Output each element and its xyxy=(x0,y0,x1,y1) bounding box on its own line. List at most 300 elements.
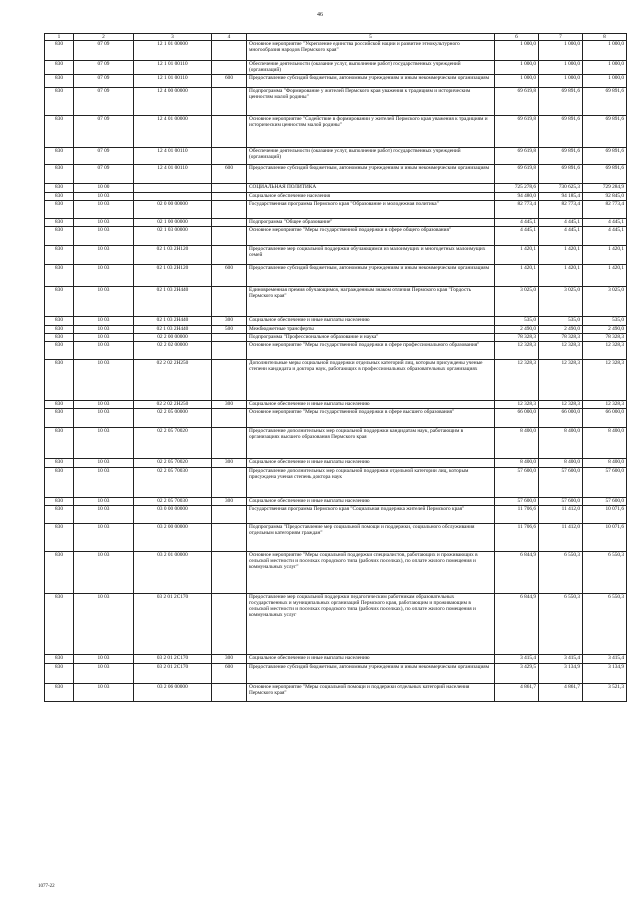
amount-year1-cell: 12 328,3 xyxy=(495,342,539,360)
section-code-cell: 10 03 xyxy=(74,287,134,317)
expense-type-cell xyxy=(212,201,247,219)
description-cell: Межбюджетные трансферты xyxy=(247,326,495,334)
description-cell: Социальное обеспечение и иные выплаты населению xyxy=(247,655,495,664)
target-article-cell: 02 1 03 2Н440 xyxy=(134,317,212,326)
amount-year3-cell: 8 400,0 xyxy=(583,459,627,468)
ministry-code-cell: 830 xyxy=(45,334,74,342)
target-article-cell: 12 1 01 00110 xyxy=(134,75,212,88)
table-row xyxy=(45,664,627,684)
amount-year2-cell: 69 891,6 xyxy=(539,116,583,148)
header-cell: 4 xyxy=(212,34,247,41)
amount-year2-cell: 82 773,4 xyxy=(539,201,583,219)
section-code-cell: 10 03 xyxy=(74,428,134,459)
description-cell: Подпрограмма "Формирование у жителей Пермского края уважения к традициям и историческим ценностям малой родины" xyxy=(247,88,495,116)
amount-year3-cell: 12 328,3 xyxy=(583,342,627,360)
description-cell: Предоставление дополнительных мер социальной поддержки отдельной категории лиц, которым присуждена ученая степень доктора наук xyxy=(247,468,495,498)
expense-type-cell xyxy=(212,219,247,227)
amount-year3-cell: 4 445,1 xyxy=(583,227,627,246)
table-row xyxy=(45,41,627,61)
amount-year3-cell: 66 000,0 xyxy=(583,409,627,428)
target-article-cell: 02 2 05 70020 xyxy=(134,428,212,459)
amount-year1-cell: 6 844,9 xyxy=(495,594,539,655)
expense-type-cell xyxy=(212,506,247,524)
amount-year2-cell: 1 000,0 xyxy=(539,41,583,61)
description-cell: Государственная программа Пермского края "Образование и молодежная политика" xyxy=(247,201,495,219)
amount-year3-cell: 69 891,6 xyxy=(583,116,627,148)
target-article-cell: 02 2 05 00000 xyxy=(134,409,212,428)
description-cell: Подпрограмма "Предоставление мер социальной помощи и поддержки, социального обслуживания отдельным категориям граждан" xyxy=(247,524,495,552)
expense-type-cell xyxy=(212,184,247,193)
amount-year3-cell: 69 891,6 xyxy=(583,88,627,116)
expense-type-cell xyxy=(212,193,247,201)
amount-year2-cell: 4 445,1 xyxy=(539,219,583,227)
amount-year3-cell: 57 600,0 xyxy=(583,498,627,506)
description-cell: Социальное обеспечение и иные выплаты населению xyxy=(247,317,495,326)
amount-year2-cell: 3 025,0 xyxy=(539,287,583,317)
table-row xyxy=(45,227,627,246)
ministry-code-cell: 830 xyxy=(45,265,74,287)
amount-year2-cell: 535,0 xyxy=(539,317,583,326)
amount-year1-cell: 12 328,3 xyxy=(495,401,539,409)
target-article-cell: 02 1 03 2Н440 xyxy=(134,326,212,334)
amount-year1-cell: 57 600,0 xyxy=(495,498,539,506)
table-row xyxy=(45,193,627,201)
expense-type-cell: 500 xyxy=(212,326,247,334)
description-cell: Основное мероприятие "Меры государственной поддержки в сфере профессионального образования" xyxy=(247,342,495,360)
amount-year2-cell: 3 134,9 xyxy=(539,664,583,684)
expense-type-cell xyxy=(212,428,247,459)
target-article-cell: 02 2 00 00000 xyxy=(134,334,212,342)
expense-type-cell xyxy=(212,594,247,655)
description-cell: Предоставление субсидий бюджетным, автономным учреждениям и иным некоммерческим организациям xyxy=(247,664,495,684)
footer-code: 1077-22 xyxy=(38,884,55,889)
section-code-cell: 10 03 xyxy=(74,227,134,246)
amount-year2-cell: 69 891,6 xyxy=(539,165,583,184)
expense-type-cell xyxy=(212,409,247,428)
expense-type-cell: 600 xyxy=(212,165,247,184)
amount-year3-cell: 1 420,1 xyxy=(583,265,627,287)
amount-year3-cell: 12 328,3 xyxy=(583,401,627,409)
amount-year3-cell: 78 328,3 xyxy=(583,334,627,342)
target-article-cell: 02 1 00 00000 xyxy=(134,219,212,227)
table-row xyxy=(45,246,627,265)
expense-type-cell xyxy=(212,552,247,594)
amount-year3-cell: 69 891,6 xyxy=(583,148,627,165)
description-cell: Предоставление дополнительных мер социальной поддержки кандидатам наук, работающим в организациях высшего образования Пермского края xyxy=(247,428,495,459)
amount-year1-cell: 3 429,5 xyxy=(495,664,539,684)
section-code-cell: 10 03 xyxy=(74,468,134,498)
ministry-code-cell: 830 xyxy=(45,326,74,334)
target-article-cell: 03 2 01 2С170 xyxy=(134,655,212,664)
amount-year3-cell: 1 000,0 xyxy=(583,75,627,88)
expense-type-cell xyxy=(212,468,247,498)
section-code-cell: 07 09 xyxy=(74,41,134,61)
section-code-cell: 07 09 xyxy=(74,165,134,184)
ministry-code-cell: 830 xyxy=(45,552,74,594)
header-cell: 2 xyxy=(74,34,134,41)
expense-type-cell xyxy=(212,684,247,702)
target-article-cell xyxy=(134,193,212,201)
ministry-code-cell: 830 xyxy=(45,594,74,655)
section-code-cell: 10 03 xyxy=(74,552,134,594)
table-row xyxy=(45,75,627,88)
table-row xyxy=(45,498,627,506)
target-article-cell: 12 1 01 00110 xyxy=(134,61,212,75)
amount-year2-cell: 57 600,0 xyxy=(539,468,583,498)
table-row xyxy=(45,88,627,116)
target-article-cell xyxy=(134,184,212,193)
target-article-cell: 02 2 02 00000 xyxy=(134,342,212,360)
target-article-cell: 12 4 01 00110 xyxy=(134,148,212,165)
section-code-cell: 07 09 xyxy=(74,61,134,75)
section-code-cell: 10 03 xyxy=(74,409,134,428)
amount-year2-cell: 6 550,3 xyxy=(539,552,583,594)
table-row xyxy=(45,342,627,360)
amount-year2-cell: 1 420,1 xyxy=(539,265,583,287)
expense-type-cell xyxy=(212,360,247,401)
amount-year2-cell: 78 328,3 xyxy=(539,334,583,342)
amount-year3-cell: 3 521,3 xyxy=(583,684,627,702)
amount-year3-cell: 82 773,4 xyxy=(583,201,627,219)
target-article-cell: 02 1 03 2Н440 xyxy=(134,287,212,317)
page-number: 46 xyxy=(317,12,323,18)
amount-year1-cell: 1 420,1 xyxy=(495,246,539,265)
description-cell: Предоставление субсидий бюджетным, автономным учреждениям и иным некоммерческим организациям xyxy=(247,265,495,287)
section-code-cell: 10 03 xyxy=(74,360,134,401)
table-row xyxy=(45,326,627,334)
section-code-cell: 10 03 xyxy=(74,334,134,342)
section-code-cell: 07 09 xyxy=(74,75,134,88)
target-article-cell: 03 2 06 00000 xyxy=(134,684,212,702)
header-row xyxy=(45,34,627,41)
table-row xyxy=(45,524,627,552)
section-code-cell: 10 03 xyxy=(74,326,134,334)
expense-type-cell: 300 xyxy=(212,459,247,468)
amount-year3-cell: 2 490,0 xyxy=(583,326,627,334)
amount-year3-cell: 1 000,0 xyxy=(583,41,627,61)
table-row xyxy=(45,594,627,655)
table-row xyxy=(45,468,627,498)
amount-year1-cell: 69 619,8 xyxy=(495,165,539,184)
table-row xyxy=(45,401,627,409)
table-row xyxy=(45,655,627,664)
description-cell: Социальное обеспечение населения xyxy=(247,193,495,201)
amount-year3-cell: 1 420,1 xyxy=(583,246,627,265)
amount-year1-cell: 4 445,1 xyxy=(495,227,539,246)
ministry-code-cell: 830 xyxy=(45,360,74,401)
budget-table xyxy=(44,33,627,702)
amount-year2-cell: 4 445,1 xyxy=(539,227,583,246)
amount-year2-cell: 8 400,0 xyxy=(539,428,583,459)
amount-year1-cell: 69 619,8 xyxy=(495,116,539,148)
description-cell: Предоставление мер социальной поддержки обучающимся из малоимущих и многодетных малоимущих семей xyxy=(247,246,495,265)
description-cell: Дополнительные меры социальной поддержки отдельных категорий лиц, которым присуждены ученые степени кандидата и доктора наук, работающих в профессиональных образовательных организациях xyxy=(247,360,495,401)
table-row xyxy=(45,287,627,317)
amount-year1-cell: 66 000,0 xyxy=(495,409,539,428)
ministry-code-cell: 830 xyxy=(45,165,74,184)
table-row xyxy=(45,201,627,219)
amount-year3-cell: 10 071,6 xyxy=(583,506,627,524)
description-cell: Основное мероприятие "Укрепление единства российской нации и развитие этнокультурного многообразия народов Пермского края" xyxy=(247,41,495,61)
description-cell: Подпрограмма "Общее образование" xyxy=(247,219,495,227)
ministry-code-cell: 830 xyxy=(45,428,74,459)
section-code-cell: 10 03 xyxy=(74,219,134,227)
ministry-code-cell: 830 xyxy=(45,246,74,265)
ministry-code-cell: 830 xyxy=(45,287,74,317)
amount-year3-cell: 535,0 xyxy=(583,317,627,326)
table-row xyxy=(45,552,627,594)
amount-year3-cell: 1 000,0 xyxy=(583,61,627,75)
section-code-cell: 10 03 xyxy=(74,664,134,684)
ministry-code-cell: 830 xyxy=(45,317,74,326)
amount-year1-cell: 6 844,9 xyxy=(495,552,539,594)
table-row xyxy=(45,317,627,326)
target-article-cell: 02 2 02 2Н250 xyxy=(134,401,212,409)
target-article-cell: 02 0 00 00000 xyxy=(134,201,212,219)
amount-year3-cell: 6 550,3 xyxy=(583,594,627,655)
description-cell: Единовременная премия обучающимся, награжденным знаком отличия Пермского края "Гордость Пермского края" xyxy=(247,287,495,317)
expense-type-cell xyxy=(212,88,247,116)
expense-type-cell: 300 xyxy=(212,317,247,326)
amount-year2-cell: 69 891,6 xyxy=(539,148,583,165)
expense-type-cell xyxy=(212,287,247,317)
expense-type-cell: 300 xyxy=(212,401,247,409)
amount-year2-cell: 1 000,0 xyxy=(539,61,583,75)
expense-type-cell: 300 xyxy=(212,655,247,664)
amount-year1-cell: 725 278,6 xyxy=(495,184,539,193)
target-article-cell: 02 2 05 70030 xyxy=(134,468,212,498)
section-code-cell: 10 03 xyxy=(74,684,134,702)
ministry-code-cell: 830 xyxy=(45,88,74,116)
expense-type-cell: 600 xyxy=(212,265,247,287)
section-code-cell: 10 03 xyxy=(74,193,134,201)
section-code-cell: 10 03 xyxy=(74,498,134,506)
ministry-code-cell: 830 xyxy=(45,219,74,227)
description-cell: Предоставление мер социальной поддержки педагогическим работникам образовательных государственных и муниципальных организаций Пермского края, работающим и проживающим в сельской местности и поселках городского типа (рабочих поселках), по оплате жилого помещения и коммунальных услуг xyxy=(247,594,495,655)
ministry-code-cell: 830 xyxy=(45,41,74,61)
amount-year3-cell: 69 891,6 xyxy=(583,165,627,184)
section-code-cell: 10 03 xyxy=(74,459,134,468)
amount-year1-cell: 94 480,0 xyxy=(495,193,539,201)
ministry-code-cell: 830 xyxy=(45,459,74,468)
ministry-code-cell: 830 xyxy=(45,401,74,409)
amount-year2-cell: 11 412,0 xyxy=(539,524,583,552)
amount-year2-cell: 12 328,3 xyxy=(539,401,583,409)
ministry-code-cell: 830 xyxy=(45,664,74,684)
table-row xyxy=(45,61,627,75)
section-code-cell: 10 03 xyxy=(74,594,134,655)
section-code-cell: 10 03 xyxy=(74,506,134,524)
amount-year2-cell: 1 420,1 xyxy=(539,246,583,265)
header-cell: 5 xyxy=(247,34,495,41)
amount-year2-cell: 4 861,7 xyxy=(539,684,583,702)
target-article-cell: 12 1 01 00000 xyxy=(134,41,212,61)
amount-year1-cell: 1 420,1 xyxy=(495,265,539,287)
section-code-cell: 07 09 xyxy=(74,148,134,165)
target-article-cell: 03 0 00 00000 xyxy=(134,506,212,524)
ministry-code-cell: 830 xyxy=(45,227,74,246)
amount-year1-cell: 2 490,0 xyxy=(495,326,539,334)
ministry-code-cell: 830 xyxy=(45,468,74,498)
target-article-cell: 03 2 01 00000 xyxy=(134,552,212,594)
amount-year1-cell: 12 328,3 xyxy=(495,360,539,401)
description-cell: Основное мероприятие "Меры государственной поддержки в сфере высшего образования" xyxy=(247,409,495,428)
expense-type-cell: 300 xyxy=(212,498,247,506)
ministry-code-cell: 830 xyxy=(45,684,74,702)
description-cell: Предоставление субсидий бюджетным, автономным учреждениям и иным некоммерческим организациям xyxy=(247,75,495,88)
table-row xyxy=(45,360,627,401)
ministry-code-cell: 830 xyxy=(45,201,74,219)
amount-year1-cell: 78 328,3 xyxy=(495,334,539,342)
amount-year3-cell: 4 445,1 xyxy=(583,219,627,227)
target-article-cell: 02 2 05 70020 xyxy=(134,459,212,468)
section-code-cell: 07 09 xyxy=(74,88,134,116)
target-article-cell: 02 1 03 00000 xyxy=(134,227,212,246)
amount-year1-cell: 82 773,4 xyxy=(495,201,539,219)
expense-type-cell xyxy=(212,342,247,360)
section-code-cell: 10 00 xyxy=(74,184,134,193)
amount-year1-cell: 1 000,0 xyxy=(495,41,539,61)
amount-year3-cell: 3 025,0 xyxy=(583,287,627,317)
target-article-cell: 02 1 03 2Н120 xyxy=(134,265,212,287)
description-cell: Основное мероприятие "Меры социальной помощи и поддержки отдельных категорий населения Пермского края" xyxy=(247,684,495,702)
description-cell: Основное мероприятие "Содействие в формировании у жителей Пермского края уважения к традициям и историческим ценностям малой родины" xyxy=(247,116,495,148)
ministry-code-cell: 830 xyxy=(45,184,74,193)
target-article-cell: 03 2 00 00000 xyxy=(134,524,212,552)
expense-type-cell xyxy=(212,227,247,246)
table-row xyxy=(45,506,627,524)
amount-year3-cell: 12 328,3 xyxy=(583,360,627,401)
ministry-code-cell: 830 xyxy=(45,655,74,664)
amount-year2-cell: 3 415,4 xyxy=(539,655,583,664)
expense-type-cell xyxy=(212,116,247,148)
target-article-cell: 02 1 03 2Н120 xyxy=(134,246,212,265)
ministry-code-cell: 830 xyxy=(45,61,74,75)
ministry-code-cell: 830 xyxy=(45,148,74,165)
amount-year1-cell: 69 619,8 xyxy=(495,148,539,165)
ministry-code-cell: 830 xyxy=(45,342,74,360)
amount-year2-cell: 66 000,0 xyxy=(539,409,583,428)
expense-type-cell xyxy=(212,148,247,165)
target-article-cell: 03 2 01 2С170 xyxy=(134,664,212,684)
amount-year2-cell: 11 412,0 xyxy=(539,506,583,524)
amount-year1-cell: 1 000,0 xyxy=(495,75,539,88)
amount-year1-cell: 8 400,0 xyxy=(495,459,539,468)
amount-year2-cell: 8 400,0 xyxy=(539,459,583,468)
ministry-code-cell: 830 xyxy=(45,75,74,88)
amount-year3-cell: 92 845,0 xyxy=(583,193,627,201)
amount-year3-cell: 57 600,0 xyxy=(583,468,627,498)
target-article-cell: 03 2 01 2С170 xyxy=(134,594,212,655)
header-cell: 6 xyxy=(495,34,539,41)
section-code-cell: 10 03 xyxy=(74,342,134,360)
amount-year2-cell: 69 891,6 xyxy=(539,88,583,116)
section-code-cell: 10 03 xyxy=(74,655,134,664)
description-cell: СОЦИАЛЬНАЯ ПОЛИТИКА xyxy=(247,184,495,193)
description-cell: Основное мероприятие "Меры государственной поддержки в сфере общего образования" xyxy=(247,227,495,246)
amount-year2-cell: 6 550,3 xyxy=(539,594,583,655)
section-code-cell: 10 03 xyxy=(74,317,134,326)
header-cell: 7 xyxy=(539,34,583,41)
target-article-cell: 12 4 01 00110 xyxy=(134,165,212,184)
amount-year1-cell: 3 415,4 xyxy=(495,655,539,664)
ministry-code-cell: 830 xyxy=(45,193,74,201)
description-cell: Предоставление субсидий бюджетным, автономным учреждениям и иным некоммерческим организациям xyxy=(247,165,495,184)
amount-year2-cell: 12 328,3 xyxy=(539,342,583,360)
table-row xyxy=(45,428,627,459)
table-row xyxy=(45,409,627,428)
expense-type-cell xyxy=(212,61,247,75)
section-code-cell: 10 03 xyxy=(74,524,134,552)
table-row xyxy=(45,219,627,227)
amount-year1-cell: 8 400,0 xyxy=(495,428,539,459)
header-cell: 1 xyxy=(45,34,74,41)
ministry-code-cell: 830 xyxy=(45,498,74,506)
target-article-cell: 02 2 05 70030 xyxy=(134,498,212,506)
expense-type-cell xyxy=(212,246,247,265)
ministry-code-cell: 830 xyxy=(45,116,74,148)
description-cell: Обеспечение деятельности (оказание услуг, выполнение работ) государственных учреждений (организаций) xyxy=(247,61,495,75)
amount-year1-cell: 4 861,7 xyxy=(495,684,539,702)
ministry-code-cell: 830 xyxy=(45,506,74,524)
description-cell: Подпрограмма "Профессиональное образование и наука" xyxy=(247,334,495,342)
table-row xyxy=(45,334,627,342)
amount-year1-cell: 4 445,1 xyxy=(495,219,539,227)
description-cell: Социальное обеспечение и иные выплаты населению xyxy=(247,459,495,468)
amount-year2-cell: 730 625,3 xyxy=(539,184,583,193)
amount-year3-cell: 3 134,9 xyxy=(583,664,627,684)
target-article-cell: 02 2 02 2Н250 xyxy=(134,360,212,401)
amount-year3-cell: 729 284,9 xyxy=(583,184,627,193)
table-row xyxy=(45,184,627,193)
expense-type-cell: 600 xyxy=(212,75,247,88)
ministry-code-cell: 830 xyxy=(45,524,74,552)
amount-year1-cell: 11 706,6 xyxy=(495,524,539,552)
table-row xyxy=(45,165,627,184)
section-code-cell: 07 09 xyxy=(74,116,134,148)
expense-type-cell xyxy=(212,334,247,342)
target-article-cell: 12 4 01 00000 xyxy=(134,116,212,148)
target-article-cell: 12 4 00 00000 xyxy=(134,88,212,116)
section-code-cell: 10 03 xyxy=(74,246,134,265)
table-row xyxy=(45,265,627,287)
table-row xyxy=(45,459,627,468)
table-row xyxy=(45,684,627,702)
amount-year1-cell: 57 600,0 xyxy=(495,468,539,498)
amount-year2-cell: 2 490,0 xyxy=(539,326,583,334)
description-cell: Обеспечение деятельности (оказание услуг, выполнение работ) государственных учреждений (организаций) xyxy=(247,148,495,165)
description-cell: Основное мероприятие "Меры социальной поддержки специалистов, работающих и проживающих в сельской местности и поселках городского типа (рабочих поселках), по оплате жилого помещения и коммунальных услуг" xyxy=(247,552,495,594)
amount-year2-cell: 94 185,4 xyxy=(539,193,583,201)
amount-year1-cell: 3 025,0 xyxy=(495,287,539,317)
section-code-cell: 10 03 xyxy=(74,201,134,219)
header-cell: 3 xyxy=(134,34,212,41)
expense-type-cell xyxy=(212,41,247,61)
description-cell: Социальное обеспечение и иные выплаты населению xyxy=(247,498,495,506)
amount-year1-cell: 69 619,8 xyxy=(495,88,539,116)
amount-year3-cell: 10 071,6 xyxy=(583,524,627,552)
expense-type-cell xyxy=(212,524,247,552)
amount-year1-cell: 535,0 xyxy=(495,317,539,326)
expense-type-cell: 600 xyxy=(212,664,247,684)
amount-year3-cell: 6 550,3 xyxy=(583,552,627,594)
table-row xyxy=(45,116,627,148)
section-code-cell: 10 03 xyxy=(74,265,134,287)
amount-year1-cell: 1 000,0 xyxy=(495,61,539,75)
amount-year2-cell: 12 328,3 xyxy=(539,360,583,401)
amount-year2-cell: 57 600,0 xyxy=(539,498,583,506)
description-cell: Государственная программа Пермского края "Социальная поддержка жителей Пермского края" xyxy=(247,506,495,524)
